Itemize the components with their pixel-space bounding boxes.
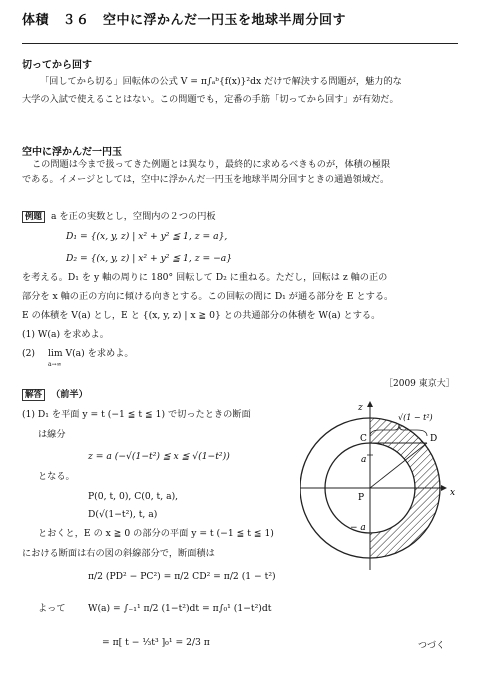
solution-volume-result: = π[ t − ⅓t³ ]₀¹ = 2/3 π [102,637,210,648]
disk-d1-definition: D₁ = {(x, y, z) | x² + y² ≦ 1, z = a}, [66,231,228,242]
label-minus-a: − a [350,523,366,533]
q2-number: (2) [22,348,36,359]
disk-d2-definition: D₂ = {(x, y, z) | x² + y² ≦ 1, z = −a} [66,253,233,264]
solution-segment-equation: z = a (−√(1−t²) ≦ x ≦ √(1−t²)) [88,451,230,462]
solution-points-pc: P(0, t, 0), C(0, t, a), [88,491,179,502]
solution-line-4: となる。 [38,471,75,482]
section1-line-1: 「回してから切る」回転体の公式 V = π∫ₐᵇ{f(x)}²dx だけで解決する問題が，魅力的な [40,76,402,87]
problem-question-1: (1) W(a) を求めよ。 [22,329,109,340]
q2-limit: lim V(a) を求めよ。 [47,348,134,359]
problem-line-3: E の体積を V(a) とし，E と {(x, y, z) | x ≧ 0} との共通部分の体積を W(a) とする。 [22,310,381,321]
continued-label: つづく [418,641,446,651]
section2-line-1: この問題は今まで扱ってきた例題とは異なり，最終的に求めるべきものが，体積の極限 [32,159,391,170]
solution-therefore: よって [38,603,66,614]
section1-line-2: 大学の入試で使えることはない。この問題でも，定番の手筋「切ってから回す」が有効だ。 [22,94,399,105]
solution-line-8: における断面は右の図の斜線部分で，断面積は [22,548,215,559]
solution-line-2: は線分 [38,429,66,440]
label-x: x [450,488,456,498]
section-heading-cut-then-rotate: 切ってから回す [22,60,92,71]
label-c: C [360,434,367,444]
section-heading-floating-coin: 空中に浮かんだ一円玉 [22,147,122,158]
problem-question-2 [22,347,134,368]
problem-intro-text: a を正の実数とし，空間内の２つの円板 [51,211,216,222]
solution-line-1: (1) D₁ を平面 y = t (−1 ≦ t ≦ 1) で切ったときの断面 [22,409,251,420]
solution-tag: 解答 [22,389,45,401]
label-p: P [358,493,365,503]
problem-line-1: を考える。D₁ を y 軸の周りに 180° 回転して D₂ に重ねる。ただし，回転は z 軸の正の [22,272,388,283]
solution-area-formula: π/2 (PD² − PC²) = π/2 CD² = π/2 (1 − t²) [88,571,276,582]
section2-line-2: である。イメージとしては，空中に浮かんだ一円玉を地球半周分回すときの通過領域だ。 [22,174,390,185]
label-a: a [361,455,367,465]
label-d: D [430,434,438,444]
problem-line-2: 部分を x 軸の正の方向に傾ける向きとする。この回転の間に D₁ が通る部分を E とする。 [22,291,394,302]
problem-source: ［2009 東京大］ [384,379,455,389]
page-title: 体積 ３６ 空中に浮かんだ一円玉を地球半周分回す [22,13,347,28]
label-sqrt: √(1 − t²) [398,413,433,422]
problem-tag: 例題 [22,211,45,223]
solution-point-d: D(√(1−t²), t, a) [88,509,158,520]
title-rule [22,43,458,44]
solution-part-label: （前半） [51,389,88,400]
problem-intro [22,210,216,224]
cross-section-figure [300,400,470,580]
label-z: z [358,403,363,413]
q2-limit-subscript: a→∞ [47,361,62,368]
solution-header [22,388,88,402]
solution-line-7: とおくと，E の x ≧ 0 の部分の平面 y = t (−1 ≦ t ≦ 1) [38,528,274,539]
solution-volume-integral: W(a) = ∫₋₁¹ π/2 (1−t²)dt = π∫₀¹ (1−t²)dt [88,603,272,614]
